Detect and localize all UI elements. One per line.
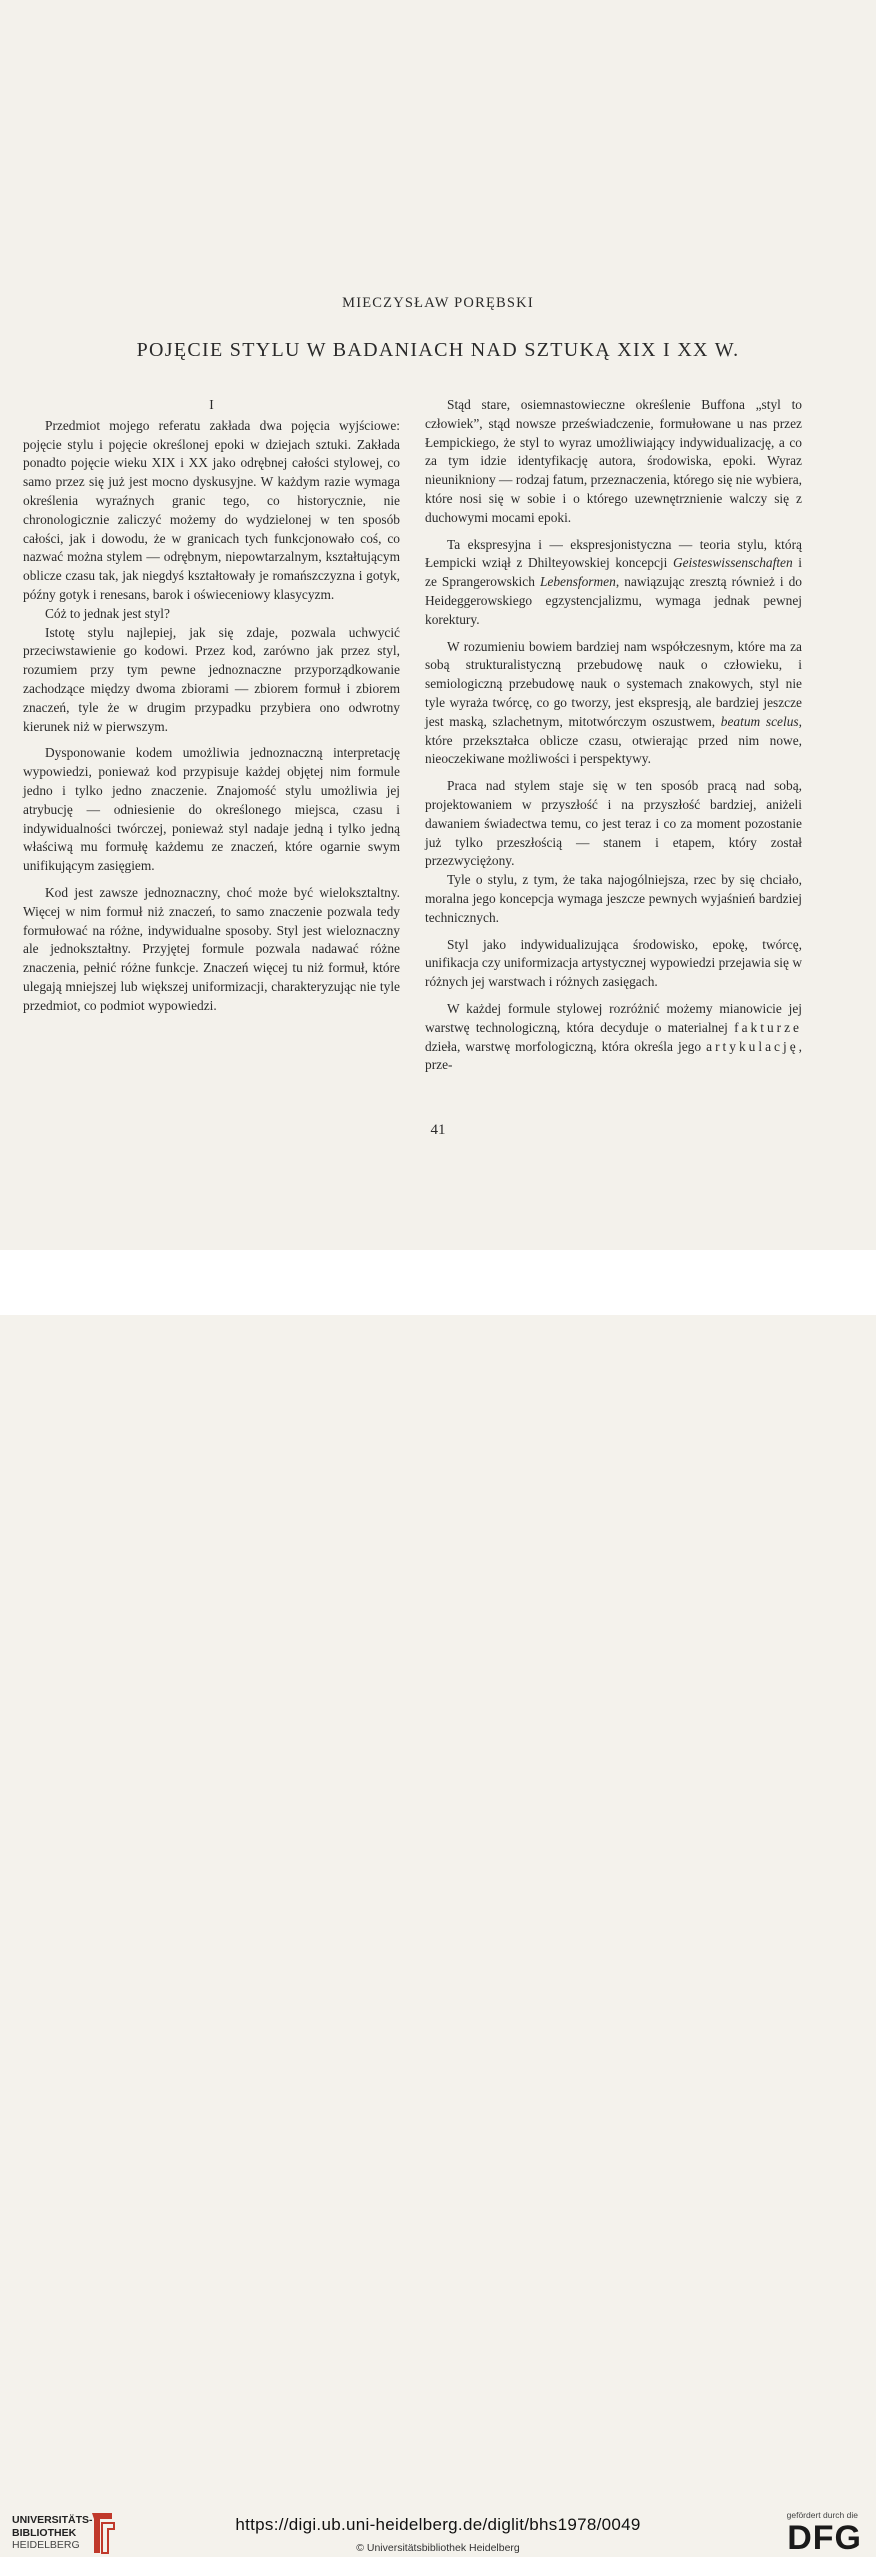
spaced-term: fakturze [734, 1019, 802, 1035]
paragraph: Stąd stare, osiemnastowieczne określenie Buffona „styl to człowiek”, stąd nowsze przeświadczenie, formułowane u nas przez Łempickiego, że styl to wyraz umożliwiający indywidualizację, a co za tym idzie identyfikację autora, środowiska, epoki. Wyraz nieunikniony — rodzaj fatum, przeznaczenia, którego się nie wybiera, które nosi się w sobie i o którego uzewnętrznienie walczy się z duchowymi mocami epoki. [425, 397, 802, 525]
spaced-term: artykulację [706, 1038, 799, 1054]
italic-term: beatum scelus [720, 713, 799, 729]
paragraph: Tyle o stylu, z tym, że taka najogólniejsza, rzec by się chciało, moralna jego koncepcja wymaga jeszcze pewnych wyjaśnień bardziej technicznych. [425, 872, 802, 925]
funding-note: gefördert durch die [786, 2510, 858, 2520]
paragraph: Istotę stylu najlepiej, jak się zdaje, pozwala uchwycić przeciwstawienie go kodowi. Przez kod, zarówno jak przez styl, rozumiem przy tym pewne jednoznaczne przyporządkowanie zachodzące między dwoma zbiorami — zbiorem formuł i zbiorem znaczeń, tyle że w drugim przypadku przybiera ono odwrotny kierunek niż w pierwszym. [23, 624, 400, 734]
paragraph: Przedmiot mojego referatu zakłada dwa pojęcia wyjściowe: pojęcie stylu i pojęcie określonej epoki w dziejach sztuki. Zakłada ponadto pojęcie wieku XIX i XX jako odrębnej całości stylowej, co samo przez się już jest mocno dyskusyjne. W każdym razie wymaga określenia wyraźnych granic tego, co historycznie, nie chronologicznie zaliczyć możemy do wydzielonej w ten sposób całości, jak i dowodu, że w granicach tych funkcjonowało coś, co nazwać można stylem — odrębnym, niepowtarzalnym, kształtującym oblicze czasu tak, jak niegdyś kształtowały je romańszczyzna i gotyk, późny gotyk i renesans, barok i oświeceniowy klasycyzm. [23, 417, 400, 602]
paragraph: Styl jako indywidualizująca środowisko, epokę, twórcę, unifikacja czy uniformizacja artystycznej wypowiedzi przejawia się w różnych jej warstwach i różnych zasięgach. [425, 936, 802, 990]
viewer-footer [0, 1250, 876, 2557]
paragraph: W rozumieniu bowiem bardziej nam współczesnym, które ma za sobą strukturalistyczną przebudowę nauk o człowieku, i semiologiczną przebudowę nauk o systemach znakowych, styl nie tyle wyraża twórcę, co go tworzy, jest ekspresją, ale bardziej jeszcze jest maską, szlachetnym, mitotwórczym oszustwem, beatum scelus, które przekształca oblicze czasu, otwierając przed nim nowe, nieoczekiwane możliwości i perspektywy. [425, 638, 802, 767]
right-column [425, 396, 802, 1075]
scanned-page [0, 0, 876, 1250]
paragraph: Cóż to jednak jest styl? [45, 605, 170, 621]
italic-term: Lebensformen [539, 574, 616, 590]
paragraph: W każdej formule stylowej rozróżnić możemy mianowicie jej warstwę technologiczną, która decyduje o materialnej fakturze dzieła, warstwę morfologiczną, która określa jego artykulację, prze- [425, 1000, 802, 1073]
left-column [23, 396, 400, 1016]
section-number: I [209, 397, 214, 412]
dfg-logo: DFG [787, 2519, 862, 2557]
article-title: POJĘCIE STYLU W BADANIACH NAD SZTUKĄ XIX I XX W. [136, 339, 740, 361]
document-url-link[interactable]: https://digi.ub.uni-heidelberg.de/diglit/bhs1978/0049 [235, 2515, 641, 2534]
copyright-notice: © Universitätsbibliothek Heidelberg [356, 2542, 520, 2554]
paragraph: Ta ekspresyjna i — ekspresjonistyczna — teoria stylu, którą Łempicki wziął z Dhilteyowskiej koncepcji Geisteswissenschaften i ze Sprangerowskich Lebensformen, nawiązując zresztą również i do Heideggerowskiego egzystencjalizmu, wymaga jednak pewnej korektury. [425, 536, 802, 627]
author-name: MIECZYSŁAW PORĘBSKI [342, 295, 534, 311]
page-number: 41 [430, 1122, 446, 1138]
paragraph: Kod jest zawsze jednoznaczny, choć może być wieloksztaltny. Więcej w nim formuł niż znaczeń, to samo znaczenie pozwala tedy formułować na różne, indywidualne sposoby. Styl jest wieloznaczny ale jednokształtny. Przyjętej formule pozwala nadawać różne znaczenia, pełnić różne funkcje. Znaczeń więcej tu niż formuł, które ulegają mniejszej lub większej uniformizacji, charakteryzując nie tyle przedmiot, co podmiot wypowiedzi. [23, 884, 400, 1013]
library-name: UNIVERSITÄTS- BIBLIOTHEK HEIDELBERG [12, 2514, 93, 2551]
paragraph: Praca nad stylem staje się w ten sposób pracą nad sobą, projektowaniem w przyszłość i na przyszłość bardziej, aniżeli dawaniem świadectwa temu, co jest teraz i co za moment pozostanie już tylko przeszłością — stanem i etapem, który został przezwyciężony. [425, 778, 802, 869]
paragraph: Dysponowanie kodem umożliwia jednoznaczną interpretację wypowiedzi, ponieważ kod przypisuje każdej objętej nim formule jedno i tylko jedno znaczenie. Znajomość stylu umożliwia jej atrybucję — odniesienie do określonego miejsca, czasu i indywidualności twórczej, ponieważ styl nadaje jedną i tylko jedną właściwą mu formułę każdemu ze znaczeń, które ogarnie swym unifikującym zasięgiem. [23, 745, 400, 874]
italic-term: Geisteswissenschaften [672, 555, 793, 571]
